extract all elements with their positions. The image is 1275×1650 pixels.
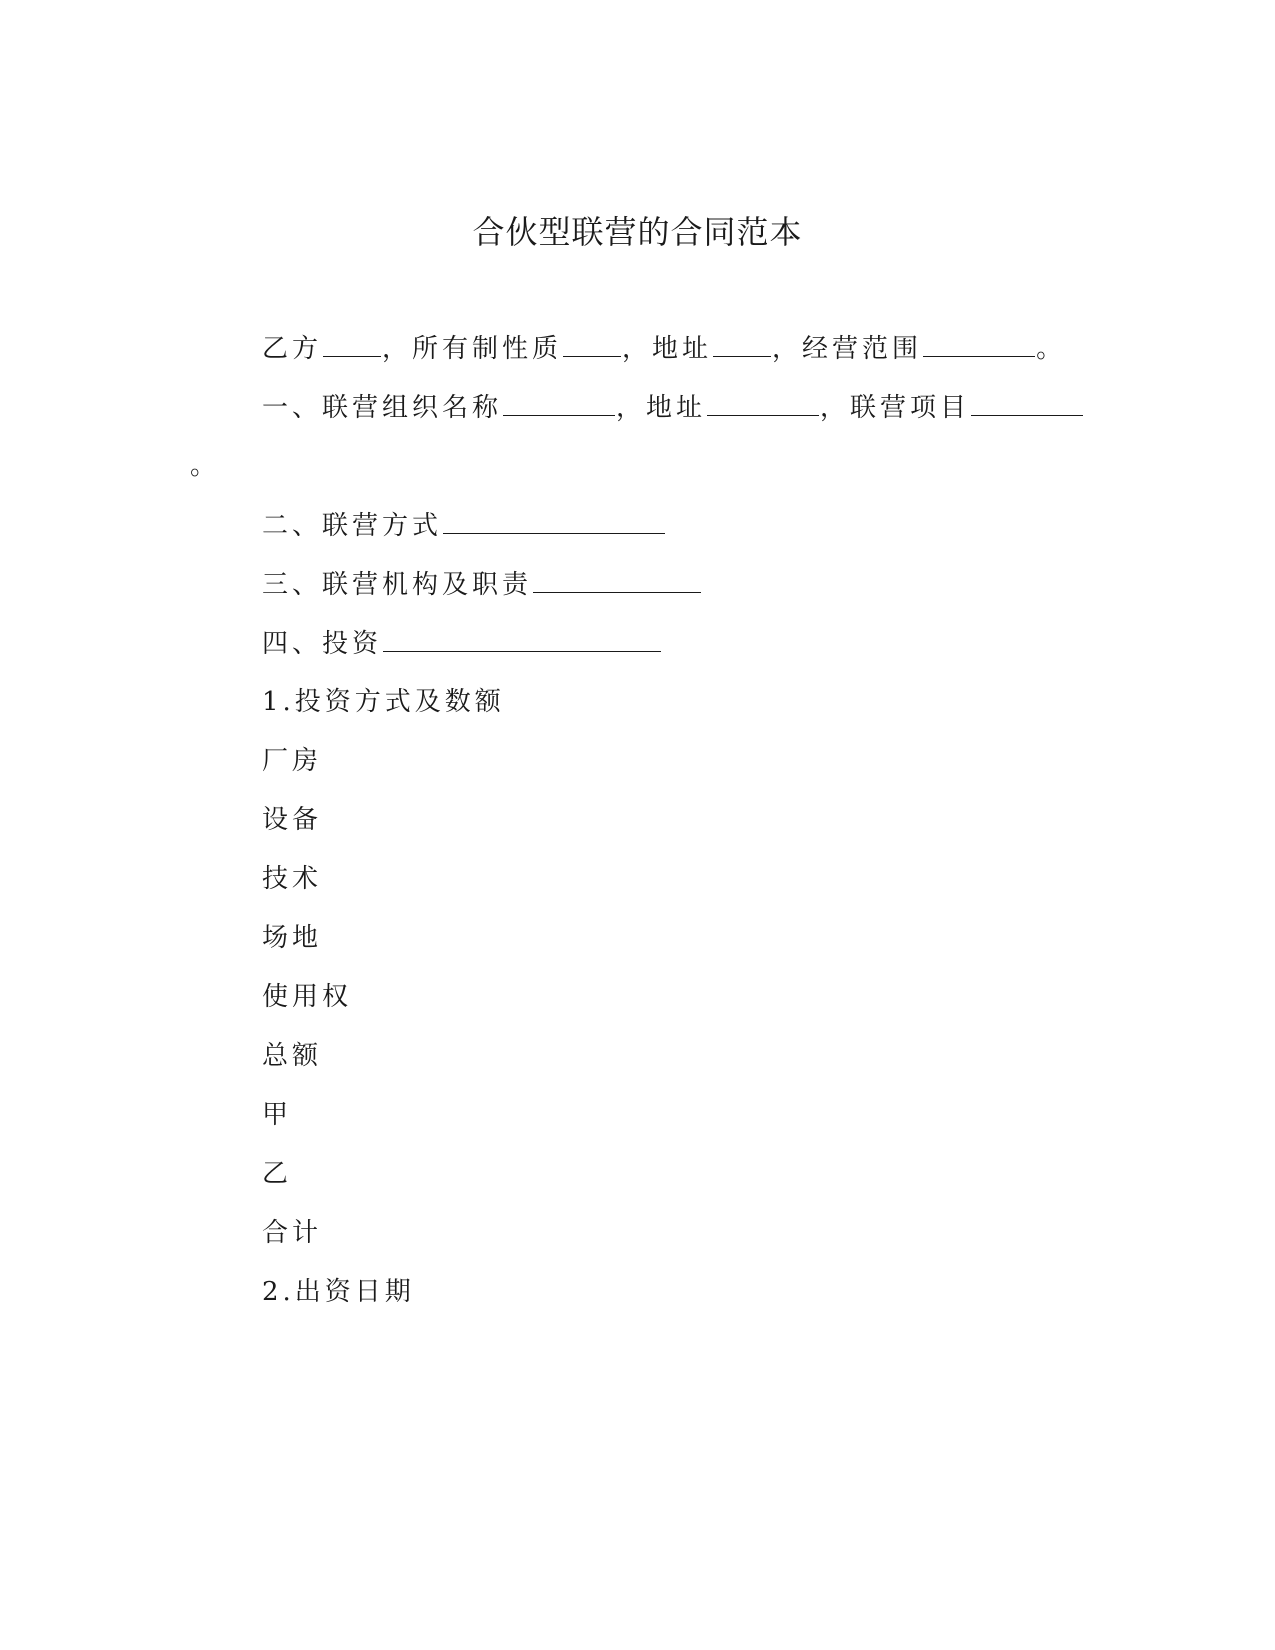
investment-blank[interactable] <box>383 625 661 652</box>
project-blank[interactable] <box>971 389 1083 416</box>
business-scope-label: ，经营范围 <box>772 334 923 364</box>
org-address-label: ，地址 <box>616 393 707 423</box>
list-item: 甲 <box>262 1100 293 1130</box>
ownership-label: ，所有制性质 <box>382 334 563 364</box>
list-item: 总额 <box>262 1041 323 1071</box>
section-4-label: 四、投资 <box>262 629 383 659</box>
mode-blank[interactable] <box>443 507 665 534</box>
project-label: ，联营项目 <box>820 393 971 423</box>
ownership-blank[interactable] <box>563 330 621 357</box>
item-1: 1.投资方式及数额 <box>262 687 505 717</box>
org-name-label: 一、联营组织名称 <box>262 393 503 423</box>
section-4-line <box>262 625 662 662</box>
list-item: 厂房 <box>262 746 323 776</box>
address-blank[interactable] <box>713 330 771 357</box>
item-2: 2.出资日期 <box>262 1277 415 1307</box>
section-2-label: 二、联营方式 <box>262 511 443 541</box>
section-2-line <box>262 507 666 544</box>
institution-blank[interactable] <box>533 566 701 593</box>
list-item: 设备 <box>262 805 323 835</box>
list-item: 场地 <box>262 923 323 953</box>
section-3-label: 三、联营机构及职责 <box>262 570 533 600</box>
list-item: 合计 <box>262 1218 323 1248</box>
list-item: 技术 <box>262 864 323 894</box>
list-item: 乙 <box>262 1159 293 1189</box>
section-1-continuation: 。 <box>190 451 217 481</box>
org-name-blank[interactable] <box>503 389 615 416</box>
address-label: ，地址 <box>622 334 713 364</box>
business-scope-blank[interactable] <box>923 330 1035 357</box>
party-b-name-blank[interactable] <box>323 330 381 357</box>
party-b-line <box>262 330 1066 367</box>
list-item: 使用权 <box>262 982 353 1012</box>
document-title: 合伙型联营的合同范本 <box>472 213 803 251</box>
period: 。 <box>1036 334 1067 364</box>
section-3-line <box>262 566 702 603</box>
party-b-label: 乙方 <box>262 334 323 364</box>
org-address-blank[interactable] <box>707 389 819 416</box>
section-1-line <box>262 389 1084 426</box>
